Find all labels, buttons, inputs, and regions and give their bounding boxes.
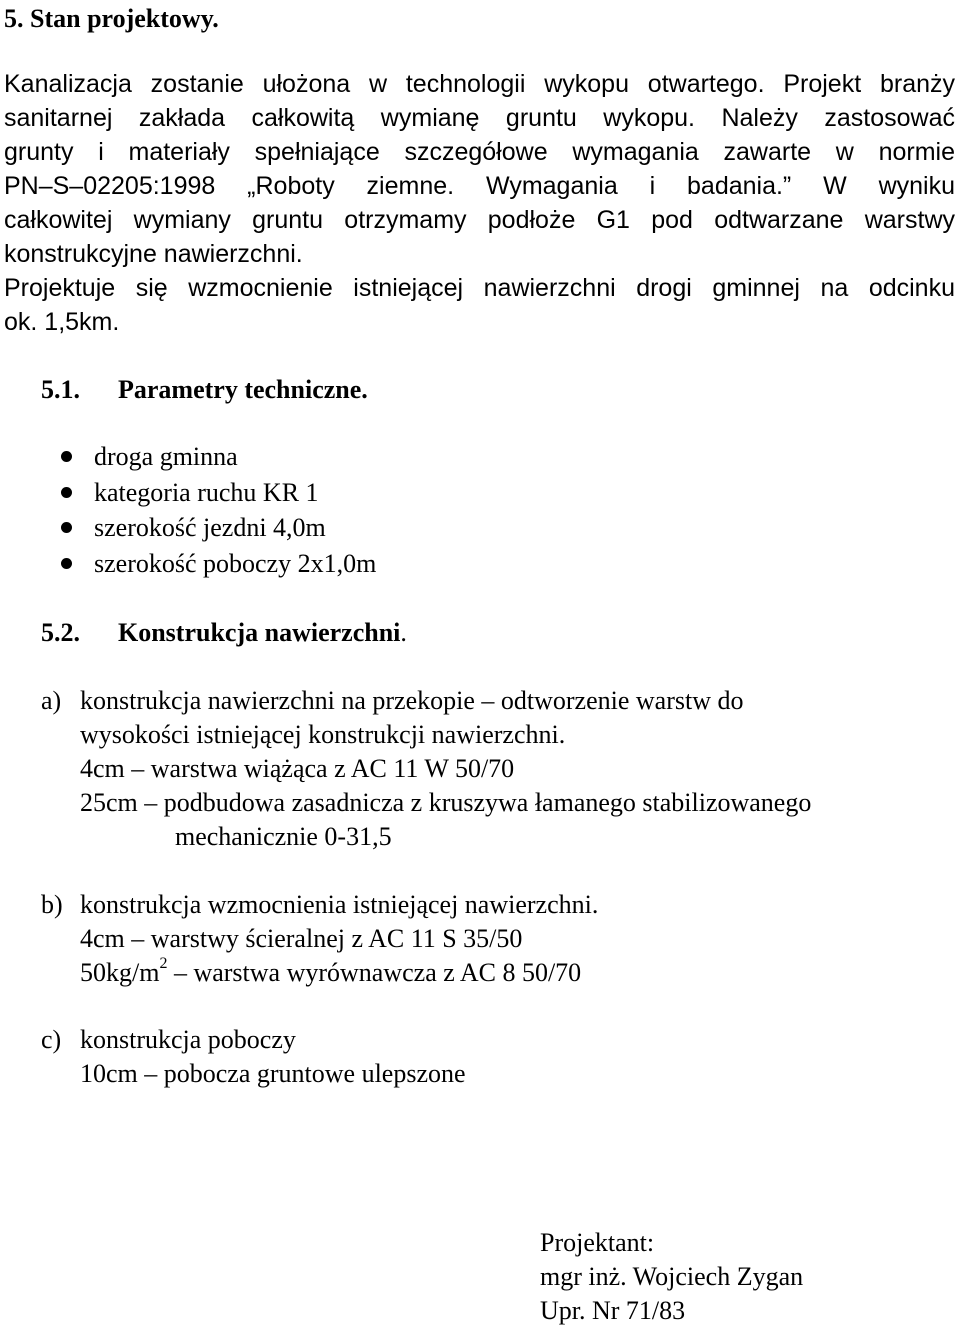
list-item: szerokość jezdni 4,0m — [94, 513, 326, 542]
section-heading: 5. Stan projektowy. — [4, 4, 219, 33]
subsection-number: 5.1. — [41, 375, 80, 404]
item-marker-a: a) — [41, 686, 62, 715]
intro-line-1: Kanalizacja zostanie ułożona w technologii wykopu otwartego. Projekt branży — [4, 70, 955, 98]
item-b-line-1: konstrukcja wzmocnienia istniejącej nawierzchni. — [80, 890, 599, 919]
signature-name: mgr inż. Wojciech Zygan — [540, 1262, 804, 1291]
item-b-layer-1: 4cm – warstwy ścieralnej z AC 11 S 35/50 — [80, 924, 523, 953]
item-b-layer-2: $50kg/m^2$ – warstwa wyrównawcza z AC 8 50/70 — [80, 955, 582, 987]
bullet-icon — [61, 487, 72, 498]
subsection-title: Parametry techniczne. — [118, 375, 368, 404]
list-item: kategoria ruchu KR 1 — [94, 478, 319, 507]
subsection-number: 5.2. — [41, 618, 80, 647]
item-marker-c: c) — [41, 1025, 62, 1054]
bullet-icon — [61, 558, 72, 569]
intro-line-5: całkowitej wymiany gruntu otrzymamy podłoże G1 pod odtwarzane warstwy — [4, 206, 955, 234]
intro-line-6: konstrukcyjne nawierzchni. — [4, 240, 303, 268]
item-a-layer-2: 25cm – podbudowa zasadnicza z kruszywa łamanego stabilizowanego — [80, 788, 812, 817]
item-a-layer-2-cont: mechanicznie 0-31,5 — [175, 822, 392, 851]
item-marker-b: b) — [41, 890, 63, 919]
signature-license: Upr. Nr 71/83 — [540, 1296, 686, 1325]
list-item: droga gminna — [94, 442, 238, 471]
bullet-icon — [61, 522, 72, 533]
item-a-line-2: wysokości istniejącej konstrukcji nawierzchni. — [80, 720, 566, 749]
bullet-icon — [61, 451, 72, 462]
intro-line-2: sanitarnej zakłada całkowitą wymianę gruntu wykopu. Należy zastosować — [4, 104, 955, 132]
intro-line-7: Projektuje się wzmocnienie istniejącej nawierzchni drogi gminnej na odcinku — [4, 274, 955, 302]
item-a-layer-1: 4cm – warstwa wiążąca z AC 11 W 50/70 — [80, 754, 515, 783]
subsection-title: Konstrukcja nawierzchni. — [118, 618, 407, 647]
item-a-line-1: konstrukcja nawierzchni na przekopie – odtworzenie warstw do — [80, 686, 744, 715]
item-c-layer-1: 10cm – pobocza gruntowe ulepszone — [80, 1059, 466, 1088]
item-c-line-1: konstrukcja poboczy — [80, 1025, 296, 1054]
list-item: szerokość poboczy 2x1,0m — [94, 549, 377, 578]
intro-line-3: grunty i materiały spełniające szczegółowe wymagania zawarte w normie — [4, 138, 955, 166]
intro-line-4: PN–S–02205:1998 „Roboty ziemne. Wymagania i badania.” W wyniku — [4, 172, 955, 200]
signature-role: Projektant: — [540, 1228, 655, 1257]
intro-line-8: ok. 1,5km. — [4, 308, 120, 336]
